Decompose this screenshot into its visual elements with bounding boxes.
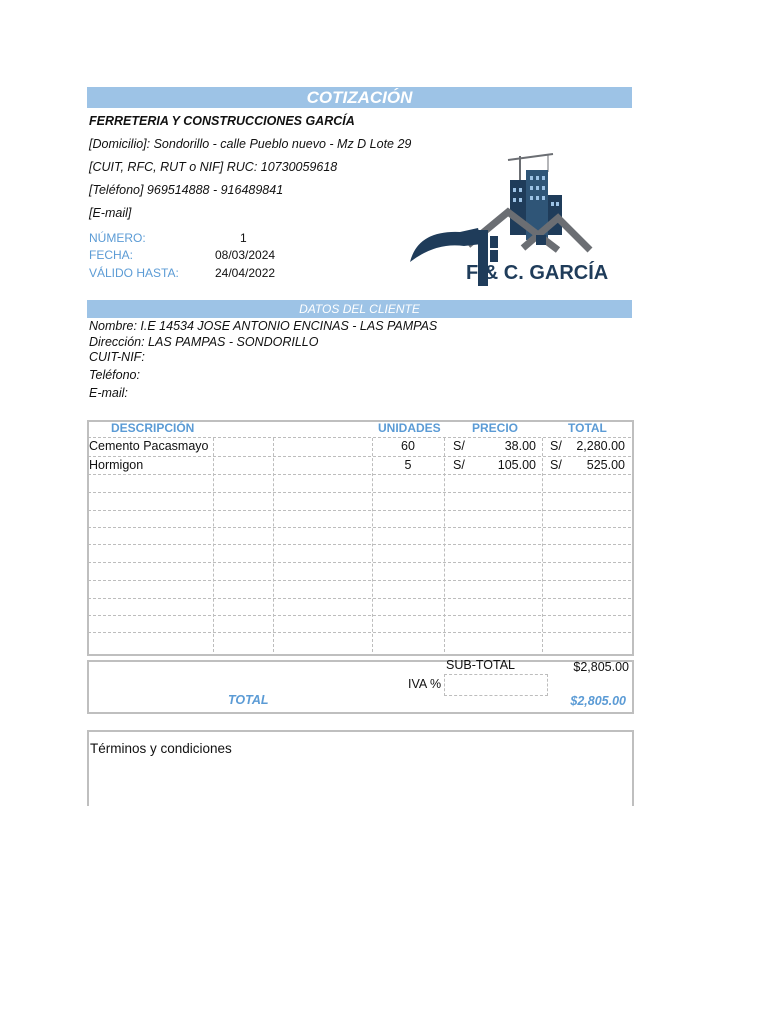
client-phone: Teléfono:: [89, 368, 140, 382]
number-label: NÚMERO:: [89, 231, 146, 245]
client-tax-id: CUIT-NIF:: [89, 350, 145, 364]
grid-line: [444, 438, 445, 652]
row-2-units: 5: [404, 458, 412, 472]
row-2-price: 105.00: [497, 458, 536, 472]
row-2-total-currency: S/: [550, 458, 562, 472]
iva-input[interactable]: [444, 674, 548, 696]
client-address: Dirección: LAS PAMPAS - SONDORILLO: [89, 335, 319, 349]
valid-until-label: VÁLIDO HASTA:: [89, 266, 179, 280]
valid-until-value: 24/04/2022: [215, 266, 276, 280]
grid-line: [88, 632, 631, 633]
grid-line: [88, 580, 631, 581]
subtotal-label: SUB-TOTAL: [446, 658, 515, 672]
terms-label: Términos y condiciones: [90, 741, 232, 756]
company-email: [E-mail]: [89, 206, 132, 220]
grid-line: [88, 562, 631, 563]
total-label: TOTAL: [228, 693, 269, 707]
grid-line: [88, 474, 631, 475]
total-value: $2,805.00: [570, 694, 626, 708]
company-tax-id: [CUIT, RFC, RUT o NIF] RUC: 10730059618: [89, 160, 338, 174]
grid-line: [88, 492, 631, 493]
row-1-price: 38.00: [504, 439, 536, 453]
header-price: PRECIO: [472, 421, 519, 435]
client-name: Nombre: I.E 14534 JOSE ANTONIO ENCINAS - LAS PAMPAS: [89, 319, 438, 333]
grid-line: [273, 438, 274, 652]
client-email: E-mail:: [89, 386, 128, 400]
logo-text: F & C. GARCÍA: [466, 262, 609, 284]
row-1-total: 2,280.00: [576, 439, 625, 453]
grid-line: [213, 438, 214, 652]
row-2-description: Hormigon: [89, 458, 144, 472]
company-phone: [Teléfono] 969514888 - 916489841: [89, 183, 284, 197]
company-logo: [408, 150, 628, 290]
number-value: 1: [240, 231, 247, 245]
grid-line: [88, 527, 631, 528]
subtotal-value: $2,805.00: [573, 660, 629, 674]
row-2-total: 525.00: [586, 458, 625, 472]
row-1-total-currency: S/: [550, 439, 562, 453]
iva-label: IVA %: [408, 677, 442, 691]
date-label: FECHA:: [89, 248, 134, 262]
row-1-description: Cemento Pacasmayo: [89, 439, 209, 453]
company-address: [Domicilio]: Sondorillo - calle Pueblo nuevo - Mz D Lote 29: [89, 137, 412, 151]
date-value: 08/03/2024: [215, 248, 276, 262]
client-section-title: DATOS DEL CLIENTE: [87, 300, 632, 318]
header-description: DESCRIPCIÓN: [111, 421, 195, 435]
row-2-currency: S/: [453, 458, 465, 472]
document-title: COTIZACIÓN: [87, 87, 632, 108]
grid-line: [88, 544, 631, 545]
row-1-currency: S/: [453, 439, 465, 453]
grid-line: [88, 598, 631, 599]
header-units: UNIDADES: [378, 421, 441, 435]
company-name: FERRETERIA Y CONSTRUCCIONES GARCÍA: [89, 114, 355, 128]
header-total: TOTAL: [568, 421, 607, 435]
grid-line: [542, 438, 543, 652]
row-1-units: 60: [401, 439, 415, 453]
grid-line: [88, 615, 631, 616]
grid-line: [88, 510, 631, 511]
